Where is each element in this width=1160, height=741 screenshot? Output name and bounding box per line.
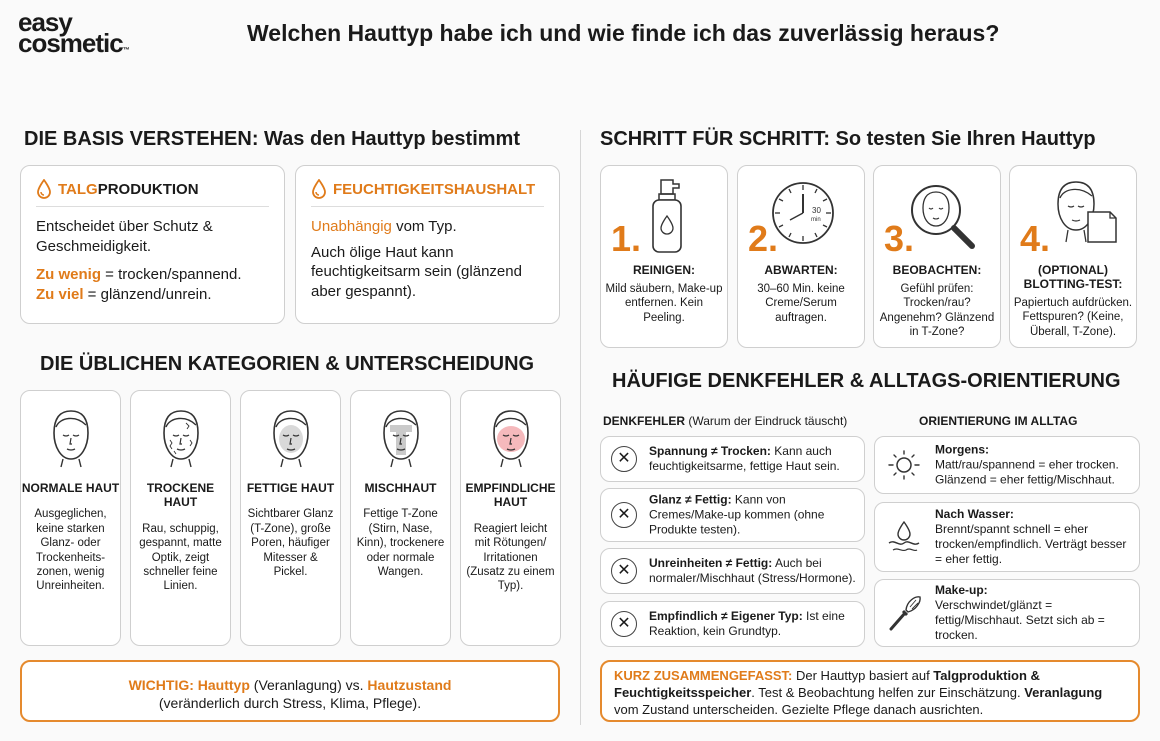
step-number: 4. bbox=[1020, 218, 1051, 259]
logo-word: cosmetic bbox=[18, 28, 123, 59]
summary-b: Der Hauttyp basiert auf bbox=[792, 668, 934, 683]
mistake-item bbox=[600, 601, 865, 647]
step-title: ABWARTEN: bbox=[764, 263, 838, 277]
mistake-label: Unreinheiten ≠ Fettig: bbox=[649, 556, 773, 570]
talg-text: Entscheidet über Schutz & Geschmeidigkeit. bbox=[36, 218, 213, 255]
orientation-label: Make-up: bbox=[935, 583, 988, 597]
cleanser-bottle-icon bbox=[647, 178, 687, 256]
category-normal bbox=[20, 390, 121, 646]
orientation-text bbox=[935, 507, 1133, 567]
mistake-item bbox=[600, 436, 865, 482]
drop-icon bbox=[36, 179, 52, 199]
x-circle-icon: ✕ bbox=[611, 558, 637, 584]
category-desc: Ausgeglichen, keine starken Glanz- oder Trockenheits-zonen, wenig Unreinheiten. bbox=[34, 508, 107, 593]
logo-trademark: ™ bbox=[122, 47, 130, 55]
important-a: WICHTIG: Hauttyp bbox=[128, 677, 250, 693]
talg-line-2-b: = glänzend/unrein. bbox=[83, 285, 212, 303]
mistakes-header bbox=[603, 414, 847, 428]
mistake-desc: Kann von Cremes/Make-up kommen (ohne Produkte testen). bbox=[649, 492, 825, 537]
summary-a: KURZ ZUSAMMENGEFASST: bbox=[614, 668, 793, 683]
talg-line-2 bbox=[36, 285, 269, 305]
x-circle-icon: ✕ bbox=[611, 502, 637, 528]
summary-e: Veranlagung bbox=[1024, 684, 1103, 700]
talg-title-b: PRODUKTION bbox=[97, 180, 199, 198]
summary-f: vom Zustand unterscheiden. Gezielte Pflege danach ausrichten. bbox=[614, 701, 984, 717]
orientation-item bbox=[874, 579, 1140, 647]
category-combination bbox=[350, 390, 451, 646]
step-4-card bbox=[1009, 165, 1137, 348]
talg-box bbox=[20, 165, 285, 324]
important-box bbox=[20, 660, 560, 722]
step-number: 1. bbox=[611, 218, 642, 259]
x-circle-icon: ✕ bbox=[611, 611, 637, 637]
mistake-item bbox=[600, 548, 865, 594]
mistake-text bbox=[649, 444, 858, 474]
important-b: (Veranlagung) vs. bbox=[249, 677, 368, 693]
feucht-title: FEUCHTIGKEITSHAUSHALT bbox=[333, 180, 536, 198]
section-mistakes-title: HÄUFIGE DENKFEHLER & ALLTAGS-ORIENTIERUNG bbox=[612, 370, 1121, 392]
step-desc: Papiertuch aufdrücken. Fettspuren? (Keine, Überall, T-Zone). bbox=[1013, 297, 1133, 338]
summary-c: Talgproduktion & Feuchtigkeitsspeicher bbox=[614, 668, 1040, 700]
column-divider bbox=[580, 130, 581, 725]
step-2-card bbox=[737, 165, 865, 348]
mistake-item bbox=[600, 488, 865, 542]
feucht-line-1-b: vom Typ. bbox=[391, 218, 457, 235]
sun-icon bbox=[885, 449, 923, 481]
talg-title bbox=[58, 181, 199, 198]
orientation-text bbox=[935, 443, 1133, 488]
category-desc: Fettige T-Zone (Stirn, Nase, Kinn), trockenere oder normale Wangen. bbox=[356, 508, 445, 578]
blotting-paper-face-icon bbox=[1048, 176, 1120, 252]
face-combination-icon bbox=[376, 407, 426, 469]
mistake-desc: Ist eine Reaktion, kein Grundtyp. bbox=[649, 609, 845, 638]
face-oily-icon bbox=[266, 407, 316, 469]
category-title: EMPFINDLICHE HAUT bbox=[465, 481, 556, 510]
magnifier-face-icon bbox=[906, 180, 978, 252]
mistake-desc: Auch bei normaler/Mischhaut (Stress/Hormone). bbox=[649, 556, 856, 585]
orientation-desc: Matt/rau/spannend = eher trocken. Glänzend = eher fettig/Mischhaut. bbox=[935, 457, 1119, 487]
section-categories-title: DIE ÜBLICHEN KATEGORIEN & UNTERSCHEIDUNG bbox=[40, 353, 535, 375]
orientation-desc: Brennt/spannt schnell = eher trocken/empfindlich. Verträgt besser = eher fettig. bbox=[935, 522, 1127, 566]
step-number: 3. bbox=[884, 218, 915, 259]
x-circle-icon: ✕ bbox=[611, 446, 637, 472]
category-title: FETTIGE HAUT bbox=[246, 481, 335, 495]
orientation-text bbox=[935, 583, 1133, 643]
mistake-desc: Kann auch feuchtigkeitsarme, fettige Haut sein. bbox=[649, 444, 840, 473]
clock-label: 30 bbox=[812, 206, 821, 215]
face-normal-icon bbox=[46, 407, 96, 469]
talg-line-1-a: Zu wenig bbox=[36, 266, 101, 283]
step-desc: 30–60 Min. keine Creme/Serum auftragen. bbox=[757, 283, 845, 324]
category-desc: Sichtbarer Glanz (T-Zone), große Poren, häufiger Mitesser & Pickel. bbox=[247, 508, 334, 578]
feucht-text: Auch ölige Haut kann feuchtigkeitsarm sein (glänzend aber gespannt). bbox=[311, 243, 522, 300]
category-dry bbox=[130, 390, 231, 646]
category-desc: Reagiert leicht mit Rötungen/ Irritationen (Zusatz zu einem Typ). bbox=[466, 522, 555, 593]
mistakes-header-b: (Warum der Eindruck täuscht) bbox=[685, 414, 848, 428]
mistake-label: Glanz ≠ Fettig: bbox=[649, 492, 732, 507]
category-sensitive bbox=[460, 390, 561, 646]
talg-line-2-a: Zu viel bbox=[36, 285, 84, 303]
mistake-text bbox=[649, 556, 858, 586]
drop-icon bbox=[311, 179, 327, 199]
important-line-2: (veränderlich durch Stress, Klima, Pflege). bbox=[158, 695, 422, 712]
page-title: Welchen Hauttyp habe ich und wie finde ich das zuverlässig heraus? bbox=[247, 20, 1000, 46]
section-steps-title: SCHRITT FÜR SCHRITT: So testen Sie Ihren Hauttyp bbox=[600, 128, 1096, 150]
step-title: (OPTIONAL) BLOTTING-TEST: bbox=[1023, 263, 1123, 292]
feucht-line-1-a: Unabhängig bbox=[311, 218, 392, 235]
feucht-line-1 bbox=[311, 217, 544, 237]
water-drop-icon bbox=[885, 519, 923, 555]
orientation-item bbox=[874, 436, 1140, 494]
step-number: 2. bbox=[748, 218, 779, 259]
face-sensitive-icon bbox=[486, 407, 536, 469]
category-oily bbox=[240, 390, 341, 646]
mistake-text bbox=[649, 493, 858, 538]
section-basis-title: DIE BASIS VERSTEHEN: Was den Hauttyp bestimmt bbox=[24, 128, 520, 150]
talg-line-1 bbox=[36, 265, 269, 285]
orientation-label: Nach Wasser: bbox=[935, 507, 1014, 521]
step-1-card bbox=[600, 165, 728, 348]
category-title: NORMALE HAUT bbox=[21, 481, 120, 495]
svg-text:min: min bbox=[811, 217, 821, 223]
important-c: Hautzustand bbox=[367, 677, 452, 693]
face-dry-icon bbox=[156, 407, 206, 469]
step-3-card bbox=[873, 165, 1001, 348]
timer-clock-icon bbox=[770, 180, 836, 246]
step-title: REINIGEN: bbox=[632, 263, 695, 277]
category-title: TROCKENE HAUT bbox=[146, 481, 215, 510]
makeup-brush-icon bbox=[885, 593, 923, 633]
step-desc: Mild säubern, Make-up entfernen. Kein Peeling. bbox=[605, 283, 723, 324]
orientation-desc: Verschwindet/glänzt = fettig/Mischhaut. Setzt sich ab = trocken. bbox=[935, 598, 1105, 642]
mistake-label: Spannung ≠ Trocken: bbox=[649, 444, 771, 458]
mistakes-header-a: DENKFEHLER bbox=[603, 414, 686, 428]
summary-d: . Test & Beobachtung helfen zur Einschätzung. bbox=[751, 684, 1025, 700]
talg-header bbox=[36, 179, 269, 207]
step-desc: Gefühl prüfen: Trocken/rau? Angenehm? Glänzend in T-Zone? bbox=[879, 283, 995, 339]
category-desc: Rau, schuppig, gespannt, matte Optik, zeigt schneller feine Linien. bbox=[139, 522, 222, 593]
talg-title-a: TALG bbox=[58, 180, 98, 198]
orientation-label: Morgens: bbox=[935, 442, 989, 457]
feucht-box bbox=[295, 165, 560, 324]
orientation-header: ORIENTIERUNG IM ALLTAG bbox=[919, 414, 1078, 428]
summary-box bbox=[600, 660, 1140, 722]
mistake-label: Empfindlich ≠ Eigener Typ: bbox=[649, 609, 803, 623]
feucht-header bbox=[311, 179, 544, 207]
brand-logo bbox=[18, 7, 130, 59]
step-title: BEOBACHTEN: bbox=[892, 263, 982, 277]
logo-line-2 bbox=[18, 28, 130, 59]
orientation-item bbox=[874, 502, 1140, 572]
logo-line-1: easy bbox=[18, 7, 72, 37]
talg-line-1-b: = trocken/spannend. bbox=[101, 266, 242, 283]
important-line-1 bbox=[22, 676, 558, 694]
category-title: MISCHHAUT bbox=[364, 481, 437, 495]
mistake-text bbox=[649, 609, 858, 639]
